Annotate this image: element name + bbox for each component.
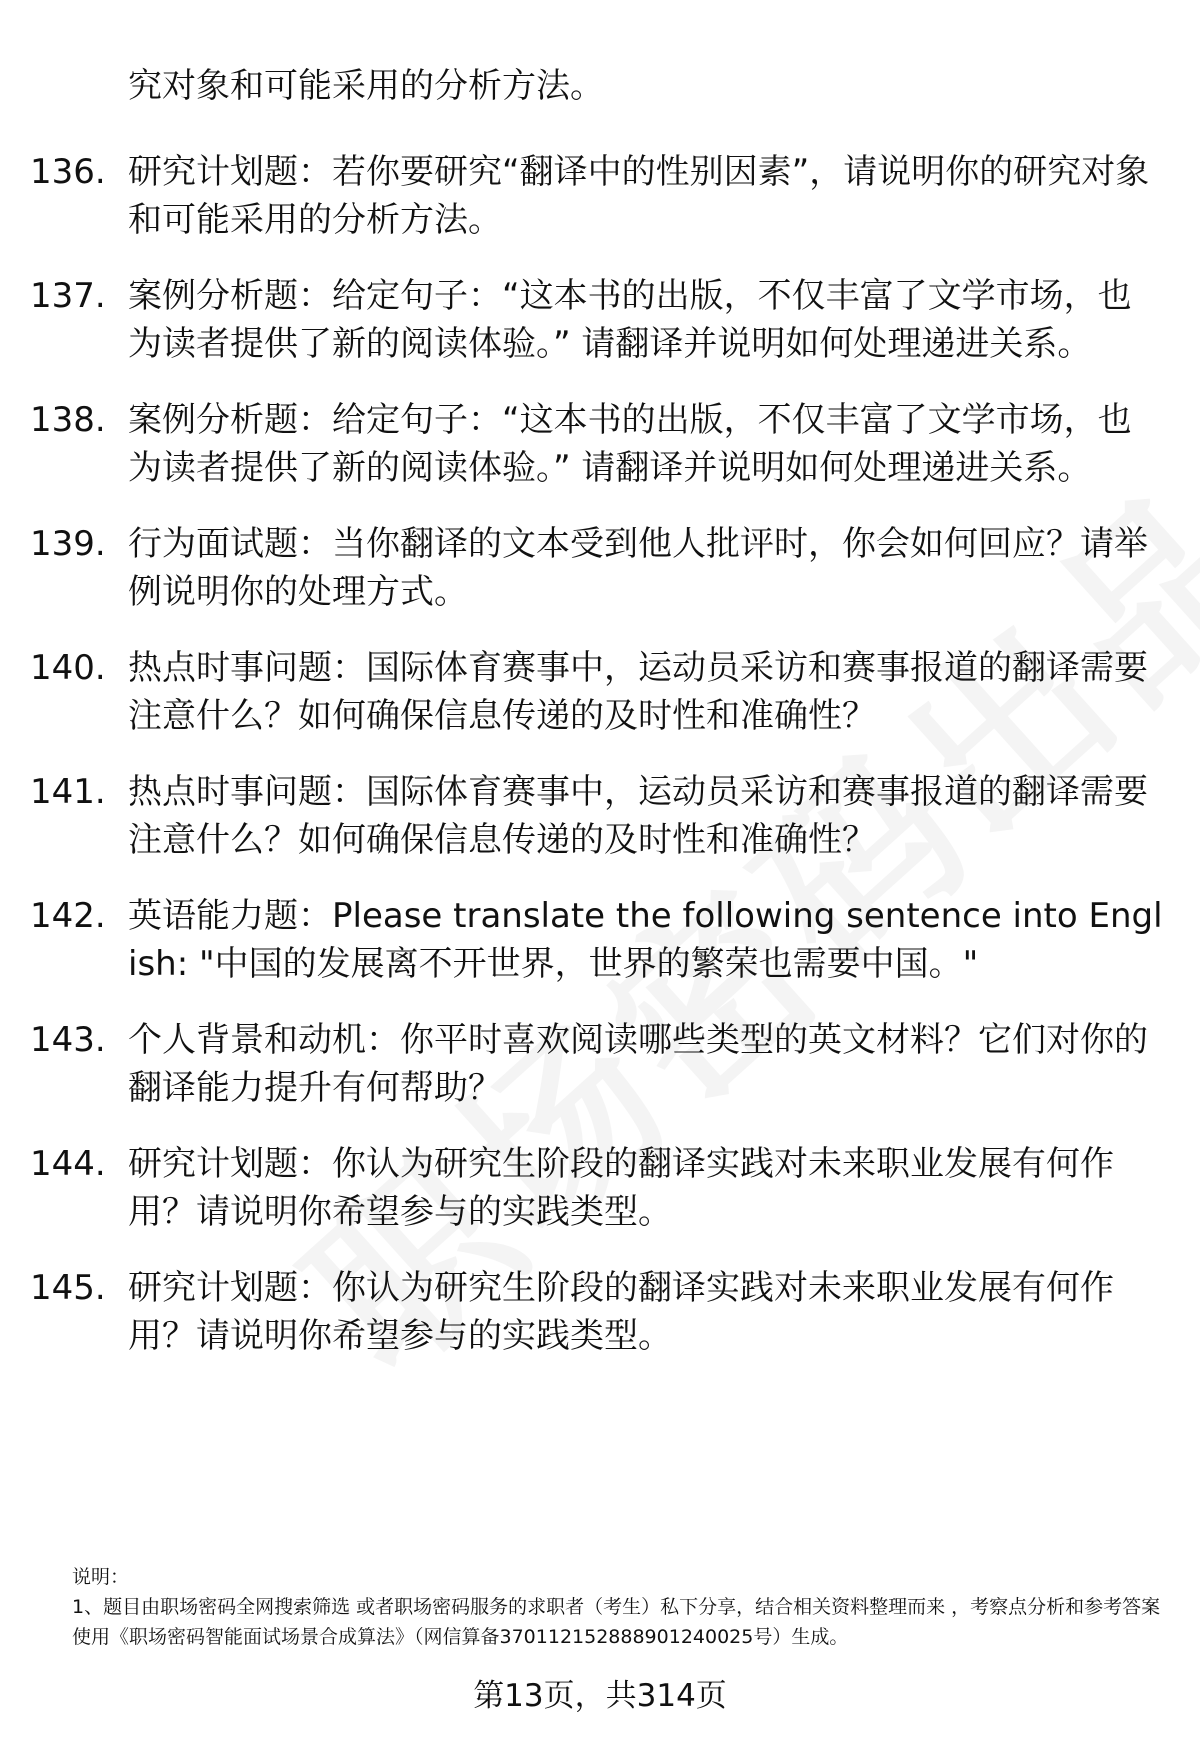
notes-section	[72, 1562, 1162, 1652]
question-number: 142.	[30, 896, 106, 936]
question-text: 案例分析题：给定句子：“这本书的出版，不仅丰富了文学市场，也为读者提供了新的阅读体验。” 请翻译并说明如何处理递进关系。	[128, 400, 1132, 488]
question-list	[0, 148, 1200, 1388]
question-number: 144.	[30, 1144, 106, 1184]
question-item	[0, 396, 1200, 492]
question-item	[0, 1016, 1200, 1112]
page-number-label: 第13页，共314页	[473, 1678, 727, 1714]
page-footer	[0, 1676, 1200, 1716]
question-item	[0, 520, 1200, 616]
question-number: 139.	[30, 524, 106, 564]
question-text: 研究计划题：你认为研究生阶段的翻译实践对未来职业发展有何作用？请说明你希望参与的实践类型。	[128, 1268, 1114, 1356]
question-number: 137.	[30, 276, 106, 316]
question-number: 140.	[30, 648, 106, 688]
question-text: 行为面试题：当你翻译的文本受到他人批评时，你会如何回应？请举例说明你的处理方式。	[128, 524, 1148, 612]
question-number: 141.	[30, 772, 106, 812]
question-text: 英语能力题：Please translate the following sentence into English: "中国的发展离不开世界，世界的繁荣也需要中国。"	[128, 896, 1163, 984]
question-item	[0, 644, 1200, 740]
question-number: 143.	[30, 1020, 106, 1060]
question-item	[0, 892, 1200, 988]
question-text: 研究计划题：若你要研究“翻译中的性别因素”，请说明你的研究对象和可能采用的分析方法。	[128, 152, 1150, 240]
question-item	[0, 1264, 1200, 1360]
question-number: 136.	[30, 152, 106, 192]
question-number: 138.	[30, 400, 106, 440]
question-text: 研究计划题：你认为研究生阶段的翻译实践对未来职业发展有何作用？请说明你希望参与的实践类型。	[128, 1144, 1114, 1232]
notes-line: 1、题目由职场密码全网搜索筛选 或者职场密码服务的求职者（考生）私下分享，结合相关资料整理而来 ，考察点分析和参考答案使用《职场密码智能面试场景合成算法》（网信算备370112152888901240025号）生成。	[72, 1596, 1161, 1648]
question-item	[0, 768, 1200, 864]
question-text: 热点时事问题：国际体育赛事中，运动员采访和赛事报道的翻译需要注意什么？如何确保信息传递的及时性和准确性？	[128, 772, 1148, 860]
question-item	[0, 1140, 1200, 1236]
question-text: 热点时事问题：国际体育赛事中，运动员采访和赛事报道的翻译需要注意什么？如何确保信息传递的及时性和准确性？	[128, 648, 1148, 736]
question-number: 145.	[30, 1268, 106, 1308]
question-item	[0, 272, 1200, 368]
notes-heading: 说明：	[72, 1566, 130, 1588]
question-item	[0, 148, 1200, 244]
question-text: 案例分析题：给定句子：“这本书的出版，不仅丰富了文学市场，也为读者提供了新的阅读体验。” 请翻译并说明如何处理递进关系。	[128, 276, 1132, 364]
continuation-line: 究对象和可能采用的分析方法。	[128, 66, 604, 106]
question-text: 个人背景和动机：你平时喜欢阅读哪些类型的英文材料？它们对你的翻译能力提升有何帮助？	[128, 1020, 1148, 1108]
